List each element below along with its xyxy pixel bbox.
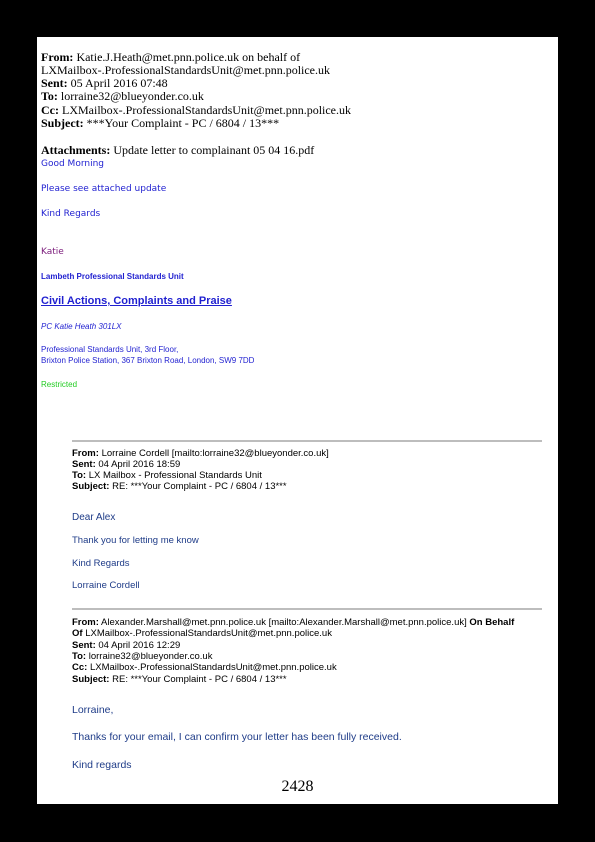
reply2-greeting: Lorraine, xyxy=(72,704,114,716)
document-page xyxy=(37,37,558,804)
header-to-value: lorraine32@blueyonder.co.uk xyxy=(60,89,204,103)
reply1-divider xyxy=(72,440,542,442)
classification-label: Restricted xyxy=(41,380,78,389)
signature-officer: PC Katie Heath 301LX xyxy=(41,322,122,331)
body-greeting: Good Morning xyxy=(41,159,104,169)
reply1-greeting: Dear Alex xyxy=(72,512,116,523)
page-number: 2428 xyxy=(281,778,314,795)
header-to: To: lorraine32@blueyonder.co.uk xyxy=(41,89,204,103)
reply1-line1: Thank you for letting me know xyxy=(72,535,199,546)
reply2-cc: Cc: LXMailbox-.ProfessionalStandardsUnit@met.pnn.police.uk xyxy=(72,662,337,673)
header-sent: Sent: 05 April 2016 07:48 xyxy=(41,76,168,90)
reply1-closing: Kind Regards xyxy=(72,558,130,569)
signature-unit: Lambeth Professional Standards Unit xyxy=(41,272,184,281)
signature-address-line2: Brixton Police Station, 367 Brixton Road, London, SW9 7DD xyxy=(41,356,255,365)
reply2-from: From: Alexander.Marshall@met.pnn.police.uk [mailto:Alexander.Marshall@met.pnn.police.uk] On Behalf xyxy=(72,617,515,628)
header-cc: Cc: LXMailbox-.ProfessionalStandardsUnit@met.pnn.police.uk xyxy=(41,103,352,117)
reply1-subject: Subject: RE: ***Your Complaint - PC / 6804 / 13*** xyxy=(72,481,287,492)
signature-address-line1: Professional Standards Unit, 3rd Floor, xyxy=(41,345,179,354)
header-from-value: Katie.J.Heath@met.pnn.police.uk on behalf of xyxy=(76,50,301,64)
body-closing: Kind Regards xyxy=(41,209,101,219)
reply1-name: Lorraine Cordell xyxy=(72,580,140,591)
signature-name: Katie xyxy=(41,247,64,257)
reply1-sent: Sent: 04 April 2016 18:59 xyxy=(72,459,181,470)
reply2-line1: Thanks for your email, I can confirm your letter has been fully received. xyxy=(72,731,402,743)
header-from-line2: LXMailbox-.ProfessionalStandardsUnit@met.pnn.police.uk xyxy=(41,63,331,77)
reply2-of: Of LXMailbox-.ProfessionalStandardsUnit@met.pnn.police.uk xyxy=(72,628,332,639)
header-attachments: Attachments: Update letter to complainant 05 04 16.pdf xyxy=(41,143,315,157)
attachment-filename: Update letter to complainant 05 04 16.pdf xyxy=(113,143,315,157)
reply2-closing: Kind regards xyxy=(72,759,132,771)
reply2-subject: Subject: RE: ***Your Complaint - PC / 6804 / 13*** xyxy=(72,674,287,685)
reply2-to: To: lorraine32@blueyonder.co.uk xyxy=(72,651,213,662)
reply1-from: From: Lorraine Cordell [mailto:lorraine32@blueyonder.co.uk] xyxy=(72,448,329,459)
reply2-divider xyxy=(72,608,542,610)
reply1-to: To: LX Mailbox - Professional Standards Unit xyxy=(72,470,262,481)
header-subject: Subject: ***Your Complaint - PC / 6804 / 13*** xyxy=(41,116,280,130)
header-from: From: Katie.J.Heath@met.pnn.police.uk on behalf of xyxy=(41,50,301,64)
header-cc-value: LXMailbox-.ProfessionalStandardsUnit@met.pnn.police.uk xyxy=(62,103,352,117)
header-sent-value: 05 April 2016 07:48 xyxy=(70,76,168,90)
reply2-sent: Sent: 04 April 2016 12:29 xyxy=(72,640,181,651)
body-line1: Please see attached update xyxy=(41,184,167,194)
header-subject-value: ***Your Complaint - PC / 6804 / 13*** xyxy=(86,116,280,130)
signature-link[interactable]: Civil Actions, Complaints and Praise xyxy=(41,295,232,307)
